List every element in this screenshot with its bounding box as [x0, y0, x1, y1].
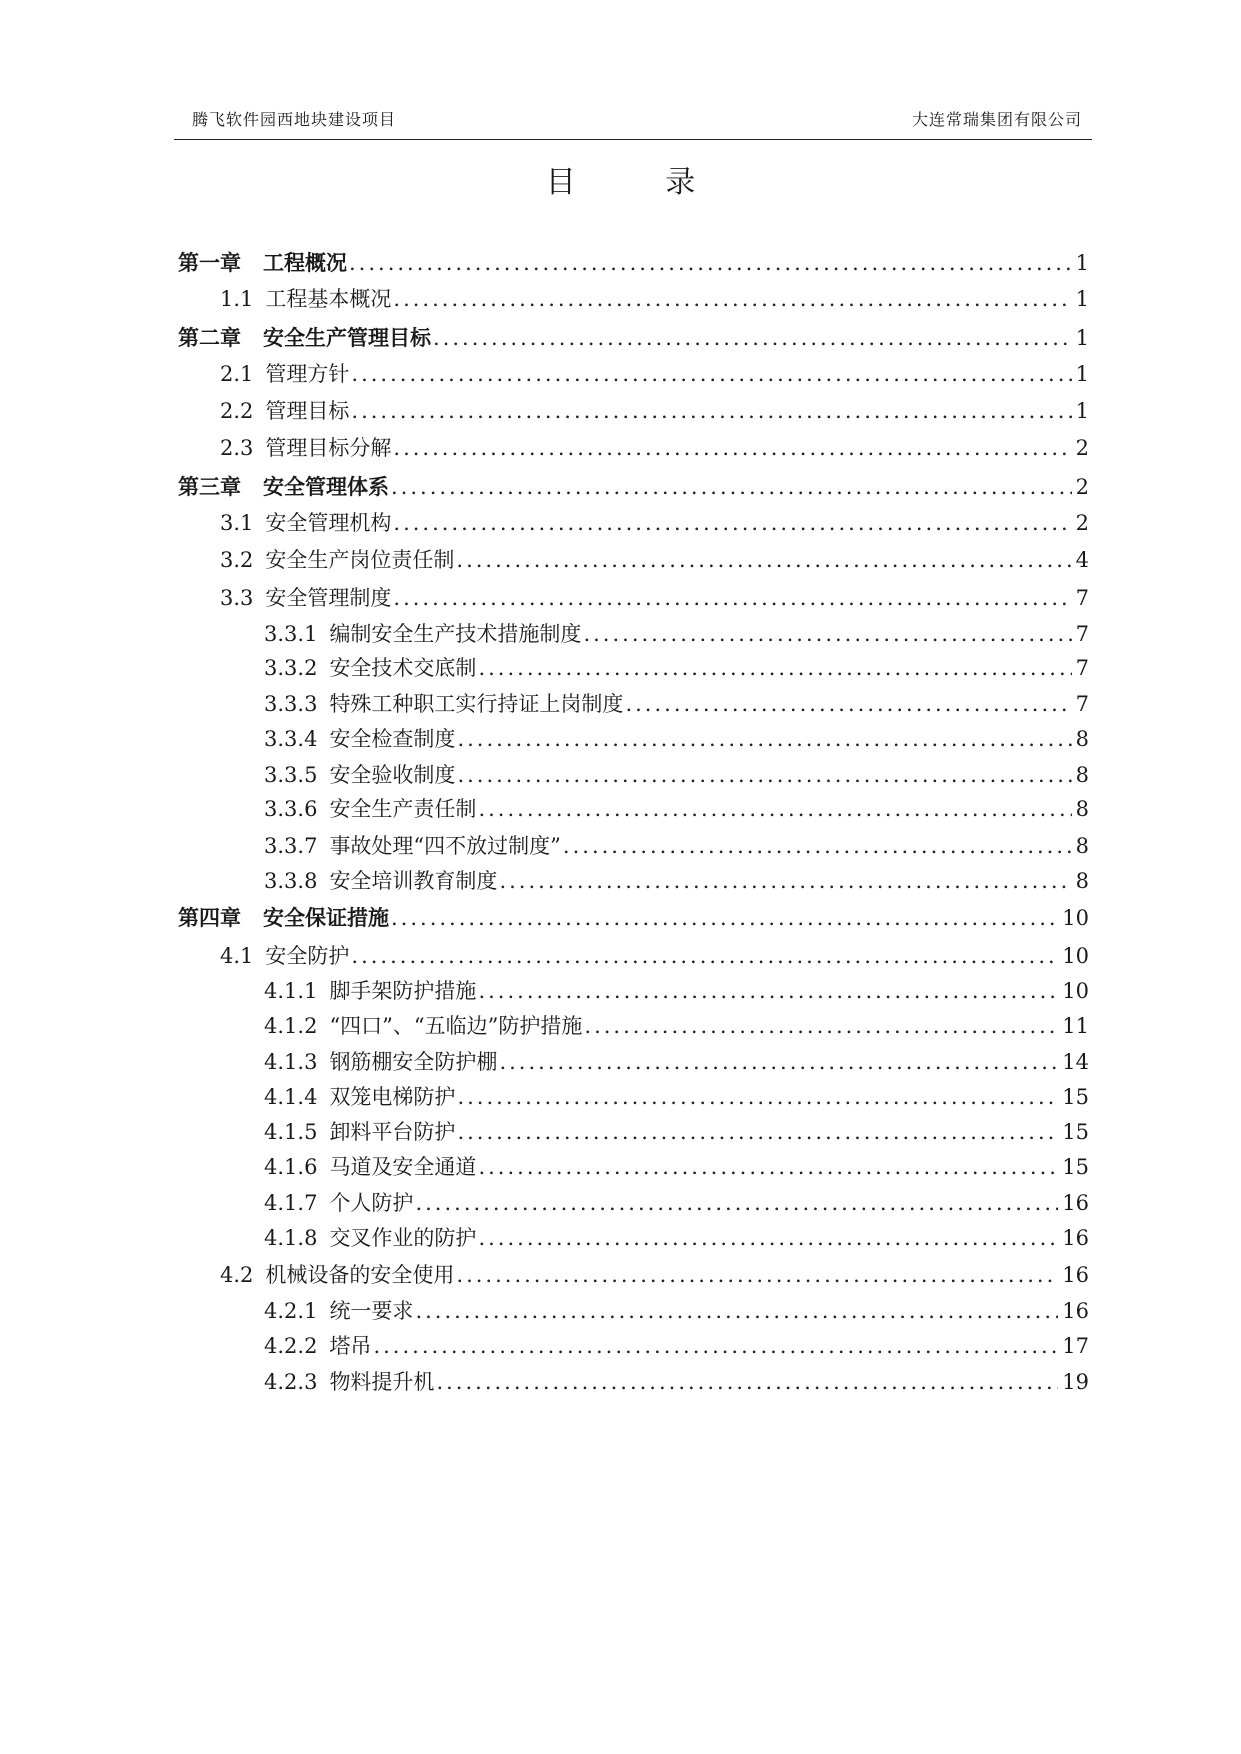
- header-project-name: 腾飞软件园西地块建设项目: [192, 110, 397, 129]
- toc-title: 目 录: [545, 165, 736, 200]
- toc-entry-number: 3.3.3: [264, 692, 318, 716]
- toc-entry[interactable]: [178, 550, 1089, 571]
- toc-dot-leader: [436, 1372, 1058, 1393]
- toc-entry-title: 个人防护: [329, 1191, 414, 1215]
- toc-entry-title: 塔吊: [329, 1334, 372, 1358]
- toc-entry-title: 钢筋棚安全防护棚: [329, 1050, 498, 1074]
- toc-entry[interactable]: [178, 289, 1089, 310]
- toc-entry[interactable]: [178, 1301, 1089, 1322]
- toc-entry[interactable]: [178, 694, 1089, 715]
- toc-entry[interactable]: [178, 1336, 1089, 1357]
- toc-entry-number: 4.1.5: [264, 1120, 318, 1144]
- toc-entry-title: 编制安全生产技术措施制度: [329, 622, 582, 646]
- toc-entry-page-number: 16: [1062, 1191, 1089, 1215]
- toc-entry-number: 3.3.7: [264, 834, 318, 858]
- toc-entry-page-number: 8: [1075, 834, 1089, 858]
- toc-dot-leader: [499, 1052, 1058, 1073]
- toc-entry-title: 工程基本概况: [265, 287, 392, 311]
- toc-entry[interactable]: [178, 658, 1089, 679]
- toc-entry-title: 安全保证措施: [263, 905, 389, 930]
- toc-entry-page-number: 19: [1062, 1370, 1089, 1394]
- toc-entry-title: 事故处理“四不放过制度”: [329, 834, 561, 858]
- toc-entry-number: 4.2: [220, 1263, 254, 1287]
- toc-entry[interactable]: [178, 836, 1089, 857]
- toc-entry-page-number: 10: [1062, 944, 1089, 968]
- toc-entry-title: 安全验收制度: [329, 763, 456, 787]
- toc-entry-number: 1.1: [220, 287, 254, 311]
- toc-entry-number: 第一章: [178, 250, 241, 275]
- toc-dot-leader: [457, 1087, 1058, 1108]
- toc-entry-page-number: 8: [1075, 763, 1089, 787]
- toc-entry[interactable]: [178, 765, 1089, 786]
- toc-entry-title: 安全管理体系: [263, 474, 389, 499]
- toc-entry-number: 4.1.8: [264, 1226, 318, 1250]
- toc-entry-page-number: 1: [1075, 251, 1089, 275]
- toc-entry-page-number: 1: [1075, 399, 1089, 423]
- toc-entry-page-number: 1: [1075, 362, 1089, 386]
- page-header: [174, 103, 1092, 140]
- toc-dot-leader: [478, 658, 1071, 679]
- toc-entry-page-number: 14: [1062, 1050, 1089, 1074]
- toc-entry-number: 3.2: [220, 548, 254, 572]
- toc-entry-number: 3.3.5: [264, 763, 318, 787]
- toc-entry-number: 4.1.1: [264, 979, 318, 1003]
- toc-entry-number: 4.1.3: [264, 1050, 318, 1074]
- toc-entry-title: 马道及安全通道: [329, 1155, 477, 1179]
- toc-dot-leader: [393, 588, 1071, 609]
- toc-entry-page-number: 7: [1075, 586, 1089, 610]
- toc-entry[interactable]: [178, 907, 1089, 929]
- toc-entry-title: 双笼电梯防护: [329, 1085, 456, 1109]
- toc-entry-title: 卸料平台防护: [329, 1120, 456, 1144]
- toc-entry-number: 2.3: [220, 436, 254, 460]
- toc-entry-title: 管理方针: [265, 362, 350, 386]
- toc-entry-page-number: 1: [1075, 287, 1089, 311]
- toc-entry[interactable]: [178, 871, 1089, 892]
- toc-dot-leader: [415, 1193, 1058, 1214]
- toc-entry-page-number: 2: [1075, 511, 1089, 535]
- toc-entry[interactable]: [178, 252, 1089, 274]
- toc-entry-page-number: 8: [1075, 797, 1089, 821]
- toc-entry[interactable]: [178, 624, 1089, 645]
- toc-dot-leader: [351, 364, 1071, 385]
- toc-dot-leader: [456, 1265, 1058, 1286]
- toc-entry-number: 第四章: [178, 905, 241, 930]
- toc-dot-leader: [563, 836, 1072, 857]
- toc-dot-leader: [457, 729, 1071, 750]
- toc-dot-leader: [478, 799, 1071, 820]
- toc-entry-number: 4.1.2: [264, 1014, 318, 1038]
- toc-entry[interactable]: [178, 729, 1089, 750]
- toc-dot-leader: [393, 289, 1071, 310]
- toc-entry-number: 第三章: [178, 474, 241, 499]
- toc-entry-page-number: 10: [1062, 979, 1089, 1003]
- toc-entry-title: 安全生产责任制: [329, 797, 477, 821]
- toc-dot-leader: [499, 871, 1071, 892]
- toc-entry[interactable]: [178, 1265, 1089, 1286]
- toc-entry[interactable]: [178, 588, 1089, 609]
- toc-entry-page-number: 7: [1075, 656, 1089, 680]
- toc-entry-number: 4.1: [220, 944, 254, 968]
- toc-dot-leader: [373, 1336, 1058, 1357]
- toc-entry-number: 3.3.4: [264, 727, 318, 751]
- toc-entry[interactable]: [178, 364, 1089, 385]
- toc-entry-title: 统一要求: [329, 1299, 414, 1323]
- toc-entry-page-number: 16: [1062, 1299, 1089, 1323]
- toc-entry[interactable]: [178, 513, 1089, 534]
- toc-entry-number: 4.2.3: [264, 1370, 318, 1394]
- toc-dot-leader: [433, 328, 1072, 349]
- toc-dot-leader: [583, 624, 1071, 645]
- toc-entry-page-number: 17: [1062, 1334, 1089, 1358]
- toc-entry[interactable]: [178, 1157, 1089, 1178]
- toc-entry-title: 工程概况: [263, 250, 347, 275]
- toc-dot-leader: [478, 1228, 1058, 1249]
- toc-entry[interactable]: [178, 981, 1089, 1002]
- toc-entry-page-number: 15: [1062, 1085, 1089, 1109]
- toc-entry-number: 4.1.6: [264, 1155, 318, 1179]
- toc-entry-number: 4.2.2: [264, 1334, 318, 1358]
- toc-entry-title: 安全培训教育制度: [329, 869, 498, 893]
- toc-dot-leader: [584, 1016, 1058, 1037]
- header-company-name: 大连常瑞集团有限公司: [911, 110, 1082, 129]
- toc-entry-page-number: 8: [1075, 727, 1089, 751]
- toc-entry-number: 3.3.2: [264, 656, 318, 680]
- toc-dot-leader: [391, 908, 1058, 929]
- toc-dot-leader: [393, 438, 1071, 459]
- toc-entry-page-number: 15: [1062, 1120, 1089, 1144]
- toc-entry-number: 3.3.6: [264, 797, 318, 821]
- toc-entry-title: 安全生产岗位责任制: [265, 548, 455, 572]
- toc-entry-number: 2.2: [220, 399, 254, 423]
- toc-entry-page-number: 4: [1075, 548, 1089, 572]
- toc-entry-page-number: 8: [1075, 869, 1089, 893]
- toc-entry-number: 3.3.8: [264, 869, 318, 893]
- toc-entry[interactable]: [178, 1228, 1089, 1249]
- toc-entry-title: 安全检查制度: [329, 727, 456, 751]
- toc-entry[interactable]: [178, 1372, 1089, 1393]
- toc-entry-page-number: 10: [1062, 906, 1089, 930]
- toc-entry-number: 3.3.1: [264, 622, 318, 646]
- toc-dot-leader: [393, 513, 1071, 534]
- toc-entry[interactable]: [178, 438, 1089, 459]
- toc-entry-number: 第二章: [178, 325, 241, 350]
- toc-dot-leader: [351, 946, 1058, 967]
- toc-entry[interactable]: [178, 799, 1089, 820]
- toc-entry-page-number: 16: [1062, 1226, 1089, 1250]
- toc-dot-leader: [415, 1301, 1058, 1322]
- toc-entry-number: 3.3: [220, 586, 254, 610]
- toc-entry-number: 4.2.1: [264, 1299, 318, 1323]
- toc-dot-leader: [457, 1122, 1058, 1143]
- toc-entry[interactable]: [178, 401, 1089, 422]
- toc-dot-leader: [349, 253, 1072, 274]
- toc-entry-title: 脚手架防护措施: [329, 979, 477, 1003]
- toc-entry-page-number: 15: [1062, 1155, 1089, 1179]
- toc-entry-number: 3.1: [220, 511, 254, 535]
- toc-entry-number: 4.1.4: [264, 1085, 318, 1109]
- toc-entry-page-number: 7: [1075, 622, 1089, 646]
- toc-entry[interactable]: [178, 1122, 1089, 1143]
- toc-dot-leader: [457, 765, 1071, 786]
- toc-entry[interactable]: [178, 1016, 1089, 1037]
- toc-entry-number: 4.1.7: [264, 1191, 318, 1215]
- toc-entry-title: 管理目标: [265, 399, 350, 423]
- toc-entry-title: 管理目标分解: [265, 436, 392, 460]
- toc-entry[interactable]: [178, 476, 1089, 498]
- toc-entry-title: “四口”、“五临边”防护措施: [329, 1014, 583, 1038]
- toc-entry[interactable]: [178, 1193, 1089, 1214]
- toc-dot-leader: [456, 550, 1071, 571]
- toc-entry-title: 机械设备的安全使用: [265, 1263, 455, 1287]
- toc-entry[interactable]: [178, 1052, 1089, 1073]
- toc-entry-page-number: 7: [1075, 692, 1089, 716]
- toc-entry[interactable]: [178, 1087, 1089, 1108]
- toc-dot-leader: [391, 477, 1072, 498]
- toc-entry-page-number: 16: [1062, 1263, 1089, 1287]
- toc-entry-title: 安全生产管理目标: [263, 325, 431, 350]
- toc-dot-leader: [351, 401, 1071, 422]
- toc-dot-leader: [625, 694, 1071, 715]
- toc-entry-title: 安全管理制度: [265, 586, 392, 610]
- toc-entry-page-number: 2: [1075, 436, 1089, 460]
- toc-entry-title: 安全管理机构: [265, 511, 392, 535]
- toc-entry-page-number: 11: [1062, 1014, 1089, 1038]
- toc-entry-page-number: 1: [1075, 326, 1089, 350]
- toc-entry-number: 2.1: [220, 362, 254, 386]
- toc-entry[interactable]: [178, 327, 1089, 349]
- toc-entry-title: 物料提升机: [329, 1370, 435, 1394]
- toc-entry[interactable]: [178, 946, 1089, 967]
- toc-dot-leader: [478, 981, 1058, 1002]
- toc-dot-leader: [478, 1157, 1058, 1178]
- toc-entry-title: 特殊工种职工实行持证上岗制度: [329, 692, 624, 716]
- toc-entry-title: 安全技术交底制: [329, 656, 477, 680]
- toc-entry-page-number: 2: [1075, 475, 1089, 499]
- toc-entry-title: 交叉作业的防护: [329, 1226, 477, 1250]
- toc-entry-title: 安全防护: [265, 944, 350, 968]
